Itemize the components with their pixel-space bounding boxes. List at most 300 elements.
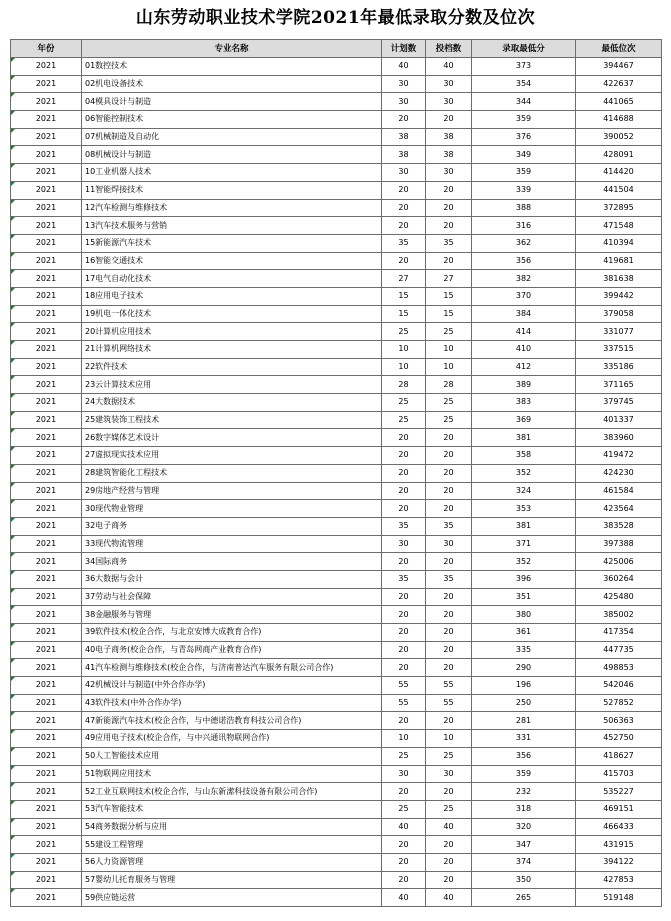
min-rank-cell: 394467 — [576, 58, 662, 76]
filed-count-cell: 10 — [426, 730, 472, 748]
table-row — [11, 517, 662, 535]
min-rank-cell: 471548 — [576, 217, 662, 235]
plan-count-cell: 10 — [382, 341, 426, 359]
min-rank-cell: 383960 — [576, 429, 662, 447]
filed-count-cell: 20 — [426, 181, 472, 199]
table-row — [11, 464, 662, 482]
min-score-cell: 356 — [472, 747, 576, 765]
plan-count-cell: 20 — [382, 588, 426, 606]
plan-count-cell: 10 — [382, 358, 426, 376]
min-score-cell: 324 — [472, 482, 576, 500]
major-name-cell: 08机械设计与制造 — [82, 146, 382, 164]
min-rank-cell: 397388 — [576, 535, 662, 553]
min-score-cell: 374 — [472, 853, 576, 871]
major-name-cell: 57婴幼儿托育服务与管理 — [82, 871, 382, 889]
major-name-cell: 36大数据与会计 — [82, 570, 382, 588]
filed-count-cell: 40 — [426, 58, 472, 76]
year-cell: 2021 — [11, 305, 82, 323]
min-rank-cell: 337515 — [576, 341, 662, 359]
major-name-cell: 11智能焊接技术 — [82, 181, 382, 199]
filed-count-cell: 30 — [426, 765, 472, 783]
filed-count-cell: 20 — [426, 659, 472, 677]
min-score-cell: 359 — [472, 164, 576, 182]
filed-count-cell: 38 — [426, 128, 472, 146]
plan-count-cell: 55 — [382, 677, 426, 695]
plan-count-cell: 20 — [382, 199, 426, 217]
filed-count-cell: 20 — [426, 252, 472, 270]
min-score-cell: 414 — [472, 323, 576, 341]
table-row — [11, 818, 662, 836]
table-row — [11, 287, 662, 305]
year-cell: 2021 — [11, 58, 82, 76]
plan-count-cell: 35 — [382, 570, 426, 588]
min-rank-cell: 424230 — [576, 464, 662, 482]
filed-count-cell: 35 — [426, 234, 472, 252]
min-score-cell: 339 — [472, 181, 576, 199]
table-row — [11, 553, 662, 571]
filed-count-cell: 20 — [426, 111, 472, 129]
page-title: 山东劳动职业技术学院2021年最低录取分数及位次 — [135, 8, 536, 28]
min-score-cell: 347 — [472, 836, 576, 854]
table-row — [11, 58, 662, 76]
plan-count-cell: 35 — [382, 517, 426, 535]
filed-count-cell: 20 — [426, 199, 472, 217]
min-rank-cell: 414688 — [576, 111, 662, 129]
min-rank-cell: 498853 — [576, 659, 662, 677]
table-row — [11, 570, 662, 588]
year-cell: 2021 — [11, 818, 82, 836]
filed-count-cell: 15 — [426, 305, 472, 323]
year-cell: 2021 — [11, 323, 82, 341]
min-score-cell: 316 — [472, 217, 576, 235]
year-cell: 2021 — [11, 394, 82, 412]
filed-count-cell: 20 — [426, 217, 472, 235]
table-row — [11, 747, 662, 765]
min-rank-cell: 423564 — [576, 500, 662, 518]
year-cell: 2021 — [11, 482, 82, 500]
header-min-rank: 最低位次 — [576, 40, 662, 58]
year-cell: 2021 — [11, 270, 82, 288]
plan-count-cell: 20 — [382, 464, 426, 482]
filed-count-cell: 27 — [426, 270, 472, 288]
year-cell: 2021 — [11, 75, 82, 93]
table-row — [11, 765, 662, 783]
table-row — [11, 75, 662, 93]
year-cell: 2021 — [11, 146, 82, 164]
min-rank-cell: 383528 — [576, 517, 662, 535]
filed-count-cell: 30 — [426, 93, 472, 111]
year-cell: 2021 — [11, 553, 82, 571]
major-name-cell: 37劳动与社会保障 — [82, 588, 382, 606]
min-score-cell: 331 — [472, 730, 576, 748]
min-score-cell: 349 — [472, 146, 576, 164]
min-rank-cell: 519148 — [576, 889, 662, 907]
major-name-cell: 52工业互联网技术(校企合作，与山东新潆科技设备有限公司合作) — [82, 783, 382, 801]
table-row — [11, 694, 662, 712]
year-cell: 2021 — [11, 747, 82, 765]
min-score-cell: 381 — [472, 429, 576, 447]
min-score-cell: 290 — [472, 659, 576, 677]
plan-count-cell: 20 — [382, 624, 426, 642]
header-min-score: 录取最低分 — [472, 40, 576, 58]
min-score-cell: 380 — [472, 606, 576, 624]
filed-count-cell: 20 — [426, 500, 472, 518]
filed-count-cell: 55 — [426, 677, 472, 695]
year-cell: 2021 — [11, 836, 82, 854]
admission-score-table — [10, 39, 662, 907]
plan-count-cell: 38 — [382, 146, 426, 164]
year-cell: 2021 — [11, 853, 82, 871]
plan-count-cell: 15 — [382, 305, 426, 323]
min-rank-cell: 379058 — [576, 305, 662, 323]
year-cell: 2021 — [11, 730, 82, 748]
major-name-cell: 17电气自动化技术 — [82, 270, 382, 288]
year-cell: 2021 — [11, 181, 82, 199]
table-row — [11, 889, 662, 907]
filed-count-cell: 40 — [426, 818, 472, 836]
major-name-cell: 39软件技术(校企合作，与北京安博大成教育合作) — [82, 624, 382, 642]
min-rank-cell: 385002 — [576, 606, 662, 624]
filed-count-cell: 20 — [426, 464, 472, 482]
year-cell: 2021 — [11, 659, 82, 677]
min-score-cell: 354 — [472, 75, 576, 93]
table-row — [11, 341, 662, 359]
plan-count-cell: 28 — [382, 376, 426, 394]
min-rank-cell: 418627 — [576, 747, 662, 765]
plan-count-cell: 20 — [382, 606, 426, 624]
year-cell: 2021 — [11, 588, 82, 606]
major-name-cell: 27虚拟现实技术应用 — [82, 447, 382, 465]
min-rank-cell: 419681 — [576, 252, 662, 270]
min-rank-cell: 360264 — [576, 570, 662, 588]
table-row — [11, 712, 662, 730]
filed-count-cell: 20 — [426, 836, 472, 854]
filed-count-cell: 30 — [426, 75, 472, 93]
table-row — [11, 111, 662, 129]
table-row — [11, 411, 662, 429]
major-name-cell: 07机械制造及自动化 — [82, 128, 382, 146]
major-name-cell: 42机械设计与制造(中外合作办学) — [82, 677, 382, 695]
year-cell: 2021 — [11, 287, 82, 305]
min-score-cell: 351 — [472, 588, 576, 606]
major-name-cell: 02机电设备技术 — [82, 75, 382, 93]
year-cell: 2021 — [11, 234, 82, 252]
min-score-cell: 352 — [472, 464, 576, 482]
filed-count-cell: 10 — [426, 358, 472, 376]
min-score-cell: 361 — [472, 624, 576, 642]
min-score-cell: 358 — [472, 447, 576, 465]
min-rank-cell: 441065 — [576, 93, 662, 111]
min-rank-cell: 428091 — [576, 146, 662, 164]
header-major-name: 专业名称 — [82, 40, 382, 58]
table-row — [11, 164, 662, 182]
major-name-cell: 10工业机器人技术 — [82, 164, 382, 182]
min-rank-cell: 414420 — [576, 164, 662, 182]
min-score-cell: 381 — [472, 517, 576, 535]
table-row — [11, 358, 662, 376]
header-filed-count: 投档数 — [426, 40, 472, 58]
min-score-cell: 373 — [472, 58, 576, 76]
year-cell: 2021 — [11, 429, 82, 447]
table-row — [11, 252, 662, 270]
table-header-row — [11, 40, 662, 58]
min-score-cell: 196 — [472, 677, 576, 695]
min-score-cell: 362 — [472, 234, 576, 252]
year-cell: 2021 — [11, 535, 82, 553]
min-rank-cell: 390052 — [576, 128, 662, 146]
major-name-cell: 13汽车技术服务与营销 — [82, 217, 382, 235]
table-row — [11, 270, 662, 288]
min-rank-cell: 381638 — [576, 270, 662, 288]
min-score-cell: 344 — [472, 93, 576, 111]
min-rank-cell: 527852 — [576, 694, 662, 712]
major-name-cell: 21计算机网络技术 — [82, 341, 382, 359]
major-name-cell: 18应用电子技术 — [82, 287, 382, 305]
min-score-cell: 265 — [472, 889, 576, 907]
year-cell: 2021 — [11, 500, 82, 518]
table-row — [11, 323, 662, 341]
plan-count-cell: 20 — [382, 482, 426, 500]
table-row — [11, 93, 662, 111]
major-name-cell: 40电子商务(校企合作，与青岛网商产业教育合作) — [82, 641, 382, 659]
table-row — [11, 836, 662, 854]
table-row — [11, 535, 662, 553]
year-cell: 2021 — [11, 800, 82, 818]
filed-count-cell: 25 — [426, 323, 472, 341]
plan-count-cell: 25 — [382, 800, 426, 818]
plan-count-cell: 20 — [382, 447, 426, 465]
filed-count-cell: 20 — [426, 624, 472, 642]
plan-count-cell: 20 — [382, 712, 426, 730]
min-rank-cell: 394122 — [576, 853, 662, 871]
plan-count-cell: 25 — [382, 747, 426, 765]
filed-count-cell: 40 — [426, 889, 472, 907]
min-score-cell: 412 — [472, 358, 576, 376]
min-score-cell: 250 — [472, 694, 576, 712]
plan-count-cell: 25 — [382, 323, 426, 341]
major-name-cell: 12汽车检测与维修技术 — [82, 199, 382, 217]
min-rank-cell: 399442 — [576, 287, 662, 305]
year-cell: 2021 — [11, 217, 82, 235]
min-score-cell: 232 — [472, 783, 576, 801]
plan-count-cell: 20 — [382, 871, 426, 889]
major-name-cell: 04模具设计与制造 — [82, 93, 382, 111]
plan-count-cell: 40 — [382, 889, 426, 907]
filed-count-cell: 30 — [426, 535, 472, 553]
filed-count-cell: 28 — [426, 376, 472, 394]
year-cell: 2021 — [11, 199, 82, 217]
year-cell: 2021 — [11, 871, 82, 889]
year-cell: 2021 — [11, 677, 82, 695]
filed-count-cell: 20 — [426, 447, 472, 465]
min-score-cell: 281 — [472, 712, 576, 730]
plan-count-cell: 30 — [382, 93, 426, 111]
min-rank-cell: 447735 — [576, 641, 662, 659]
filed-count-cell: 20 — [426, 429, 472, 447]
filed-count-cell: 38 — [426, 146, 472, 164]
plan-count-cell: 30 — [382, 164, 426, 182]
year-cell: 2021 — [11, 447, 82, 465]
major-name-cell: 15新能源汽车技术 — [82, 234, 382, 252]
min-rank-cell: 431915 — [576, 836, 662, 854]
major-name-cell: 56人力资源管理 — [82, 853, 382, 871]
min-rank-cell: 335186 — [576, 358, 662, 376]
major-name-cell: 33现代物流管理 — [82, 535, 382, 553]
table-row — [11, 217, 662, 235]
table-row — [11, 181, 662, 199]
min-rank-cell: 419472 — [576, 447, 662, 465]
table-row — [11, 234, 662, 252]
year-cell: 2021 — [11, 93, 82, 111]
table-row — [11, 447, 662, 465]
min-rank-cell: 331077 — [576, 323, 662, 341]
table-row — [11, 482, 662, 500]
min-rank-cell: 371165 — [576, 376, 662, 394]
plan-count-cell: 20 — [382, 783, 426, 801]
major-name-cell: 24大数据技术 — [82, 394, 382, 412]
plan-count-cell: 30 — [382, 75, 426, 93]
plan-count-cell: 20 — [382, 853, 426, 871]
min-rank-cell: 379745 — [576, 394, 662, 412]
year-cell: 2021 — [11, 606, 82, 624]
min-rank-cell: 469151 — [576, 800, 662, 818]
min-rank-cell: 427853 — [576, 871, 662, 889]
year-cell: 2021 — [11, 411, 82, 429]
min-rank-cell: 466433 — [576, 818, 662, 836]
plan-count-cell: 20 — [382, 641, 426, 659]
plan-count-cell: 10 — [382, 730, 426, 748]
plan-count-cell: 20 — [382, 836, 426, 854]
year-cell: 2021 — [11, 641, 82, 659]
table-row — [11, 730, 662, 748]
plan-count-cell: 15 — [382, 287, 426, 305]
filed-count-cell: 25 — [426, 411, 472, 429]
table-row — [11, 800, 662, 818]
year-cell: 2021 — [11, 111, 82, 129]
min-score-cell: 335 — [472, 641, 576, 659]
filed-count-cell: 20 — [426, 606, 472, 624]
major-name-cell: 59供应链运营 — [82, 889, 382, 907]
major-name-cell: 16智能交通技术 — [82, 252, 382, 270]
plan-count-cell: 38 — [382, 128, 426, 146]
major-name-cell: 54商务数据分析与应用 — [82, 818, 382, 836]
filed-count-cell: 30 — [426, 164, 472, 182]
year-cell: 2021 — [11, 694, 82, 712]
plan-count-cell: 20 — [382, 553, 426, 571]
table-row — [11, 624, 662, 642]
min-rank-cell: 461584 — [576, 482, 662, 500]
major-name-cell: 01数控技术 — [82, 58, 382, 76]
min-score-cell: 352 — [472, 553, 576, 571]
min-rank-cell: 441504 — [576, 181, 662, 199]
year-cell: 2021 — [11, 376, 82, 394]
plan-count-cell: 20 — [382, 181, 426, 199]
min-rank-cell: 452750 — [576, 730, 662, 748]
filed-count-cell: 25 — [426, 747, 472, 765]
major-name-cell: 26数字媒体艺术设计 — [82, 429, 382, 447]
table-row — [11, 659, 662, 677]
min-score-cell: 359 — [472, 765, 576, 783]
major-name-cell: 20计算机应用技术 — [82, 323, 382, 341]
plan-count-cell: 20 — [382, 429, 426, 447]
plan-count-cell: 55 — [382, 694, 426, 712]
plan-count-cell: 40 — [382, 58, 426, 76]
filed-count-cell: 55 — [426, 694, 472, 712]
filed-count-cell: 20 — [426, 853, 472, 871]
table-row — [11, 588, 662, 606]
min-rank-cell: 506363 — [576, 712, 662, 730]
major-name-cell: 25建筑装饰工程技术 — [82, 411, 382, 429]
major-name-cell: 43软件技术(中外合作办学) — [82, 694, 382, 712]
min-score-cell: 371 — [472, 535, 576, 553]
major-name-cell: 22软件技术 — [82, 358, 382, 376]
min-score-cell: 383 — [472, 394, 576, 412]
plan-count-cell: 20 — [382, 659, 426, 677]
filed-count-cell: 25 — [426, 394, 472, 412]
filed-count-cell: 20 — [426, 712, 472, 730]
major-name-cell: 47新能源汽车技术(校企合作，与中德诺浩教育科技公司合作) — [82, 712, 382, 730]
major-name-cell: 23云计算技术应用 — [82, 376, 382, 394]
table-row — [11, 606, 662, 624]
min-score-cell: 384 — [472, 305, 576, 323]
major-name-cell: 34国际商务 — [82, 553, 382, 571]
year-cell: 2021 — [11, 889, 82, 907]
min-score-cell: 359 — [472, 111, 576, 129]
table-row — [11, 871, 662, 889]
major-name-cell: 50人工智能技术应用 — [82, 747, 382, 765]
table-row — [11, 641, 662, 659]
table-row — [11, 783, 662, 801]
min-score-cell: 382 — [472, 270, 576, 288]
major-name-cell: 29房地产经营与管理 — [82, 482, 382, 500]
table-row — [11, 394, 662, 412]
table-row — [11, 376, 662, 394]
min-score-cell: 369 — [472, 411, 576, 429]
plan-count-cell: 27 — [382, 270, 426, 288]
major-name-cell: 19机电一体化技术 — [82, 305, 382, 323]
table-row — [11, 500, 662, 518]
min-score-cell: 318 — [472, 800, 576, 818]
year-cell: 2021 — [11, 252, 82, 270]
min-score-cell: 353 — [472, 500, 576, 518]
plan-count-cell: 30 — [382, 765, 426, 783]
major-name-cell: 28建筑智能化工程技术 — [82, 464, 382, 482]
filed-count-cell: 25 — [426, 800, 472, 818]
year-cell: 2021 — [11, 624, 82, 642]
plan-count-cell: 40 — [382, 818, 426, 836]
table-row — [11, 677, 662, 695]
year-cell: 2021 — [11, 341, 82, 359]
min-score-cell: 370 — [472, 287, 576, 305]
table-row — [11, 199, 662, 217]
min-score-cell: 320 — [472, 818, 576, 836]
min-score-cell: 376 — [472, 128, 576, 146]
filed-count-cell: 15 — [426, 287, 472, 305]
year-cell: 2021 — [11, 712, 82, 730]
filed-count-cell: 20 — [426, 553, 472, 571]
plan-count-cell: 25 — [382, 394, 426, 412]
year-cell: 2021 — [11, 517, 82, 535]
table-row — [11, 853, 662, 871]
table-row — [11, 128, 662, 146]
major-name-cell: 06智能控制技术 — [82, 111, 382, 129]
filed-count-cell: 20 — [426, 482, 472, 500]
filed-count-cell: 10 — [426, 341, 472, 359]
filed-count-cell: 20 — [426, 783, 472, 801]
header-plan-count: 计划数 — [382, 40, 426, 58]
min-rank-cell: 401337 — [576, 411, 662, 429]
filed-count-cell: 20 — [426, 588, 472, 606]
